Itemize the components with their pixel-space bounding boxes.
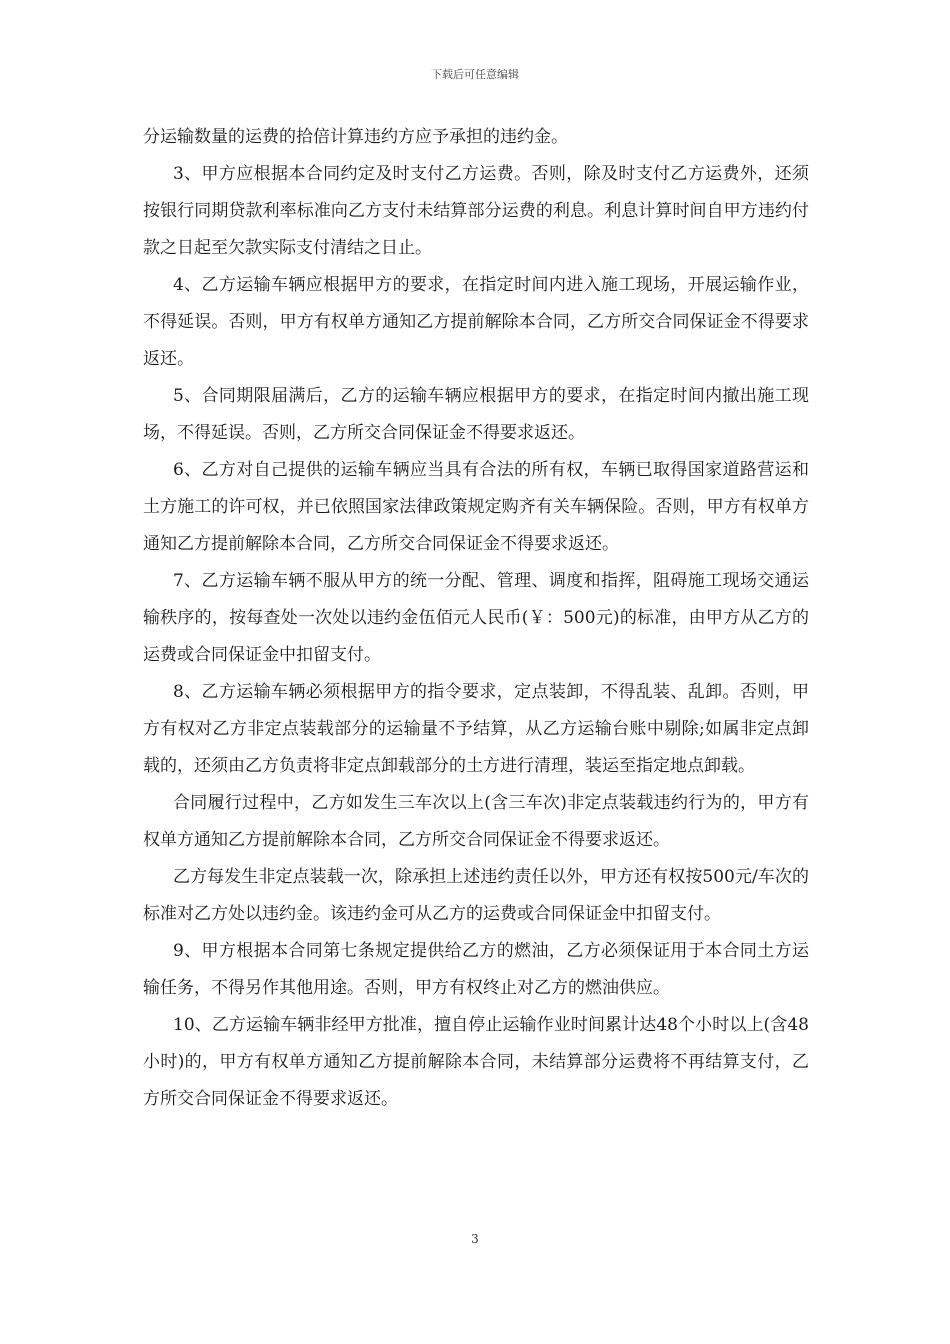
paragraph-11: 10、乙方运输车辆非经甲方批准，擅自停止运输作业时间累计达48个小时以上(含48小时)的，甲方有权单方通知乙方提前解除本合同，未结算部分运费将不再结算支付，乙方所交合同保证金不得要求返还。 bbox=[143, 1015, 809, 1109]
paragraph-3: 4、乙方运输车辆应根据甲方的要求，在指定时间内进入施工现场，开展运输作业，不得延误。否则，甲方有权单方通知乙方提前解除本合同，乙方所交合同保证金不得要求返还。 bbox=[143, 275, 809, 369]
paragraph-7: 8、乙方运输车辆必须根据甲方的指令要求，定点装卸，不得乱装、乱卸。否则，甲方有权对乙方非定点装载部分的运输量不予结算，从乙方运输台账中剔除;如属非定点卸载的，还须由乙方负责将非定点卸载部分的土方进行清理，装运至指定地点卸载。 bbox=[143, 682, 809, 776]
paragraph-8: 合同履行过程中，乙方如发生三车次以上(含三车次)非定点装载违约行为的，甲方有权单方通知乙方提前解除本合同，乙方所交合同保证金不得要求返还。 bbox=[143, 793, 809, 850]
page-number: 3 bbox=[471, 1232, 479, 1246]
paragraph-6: 7、乙方运输车辆不服从甲方的统一分配、管理、调度和指挥，阻碍施工现场交通运输秩序的，按每查处一次处以违约金伍佰元人民币(￥：500元)的标准，由甲方从乙方的运费或合同保证金中扣留支付。 bbox=[143, 571, 809, 665]
paragraph-1: 分运输数量的运费的拾倍计算违约方应予承担的违约金。 bbox=[143, 127, 568, 147]
paragraph-2: 3、甲方应根据本合同约定及时支付乙方运费。否则，除及时支付乙方运费外，还须按银行同期贷款利率标准向乙方支付未结算部分运费的利息。利息计算时间自甲方违约付款之日起至欠款实际支付清结之日止。 bbox=[143, 164, 809, 258]
paragraph-10: 9、甲方根据本合同第七条规定提供给乙方的燃油，乙方必须保证用于本合同土方运输任务，不得另作其他用途。否则，甲方有权终止对乙方的燃油供应。 bbox=[143, 941, 809, 998]
paragraph-4: 5、合同期限届满后，乙方的运输车辆应根据甲方的要求，在指定时间内撤出施工现场，不得延误。否则，乙方所交合同保证金不得要求返还。 bbox=[143, 386, 809, 443]
paragraph-9: 乙方每发生非定点装载一次，除承担上述违约责任以外，甲方还有权按500元/车次的标准对乙方处以违约金。该违约金可从乙方的运费或合同保证金中扣留支付。 bbox=[143, 867, 809, 924]
page-header: 下载后可任意编辑 bbox=[431, 68, 519, 81]
paragraph-5: 6、乙方对自己提供的运输车辆应当具有合法的所有权，车辆已取得国家道路营运和土方施工的许可权，并已依照国家法律政策规定购齐有关车辆保险。否则，甲方有权单方通知乙方提前解除本合同，乙方所交合同保证金不得要求返还。 bbox=[143, 460, 809, 554]
document-body bbox=[143, 119, 809, 1118]
